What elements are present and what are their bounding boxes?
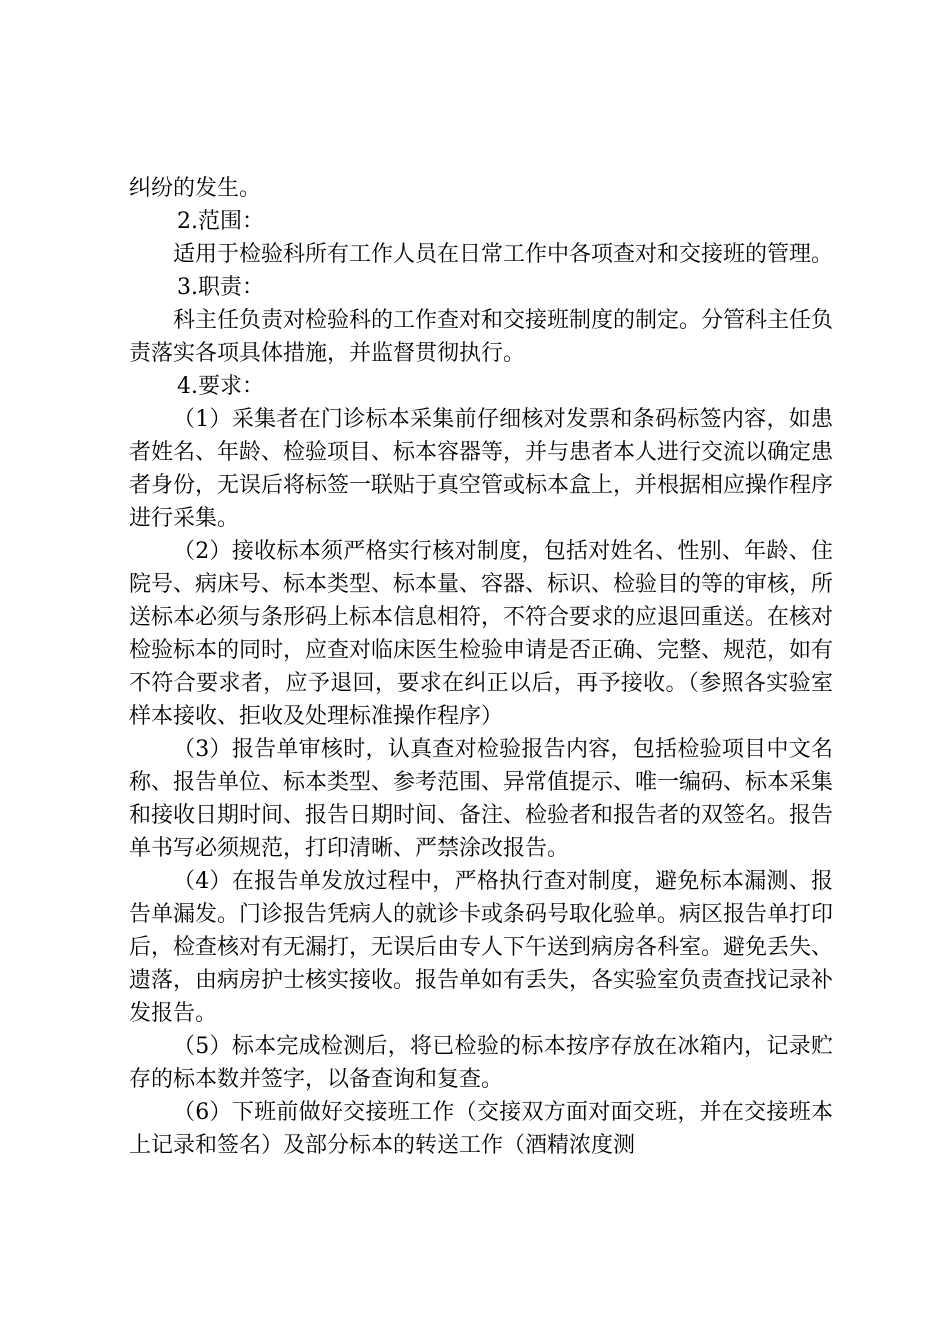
paragraph-requirement-1: （1）采集者在门诊标本采集前仔细核对发票和条码标签内容，如患者姓名、年龄、检验项目、标本容器等，并与患者本人进行交流以确定患者身份，无误后将标签一联贴于真空管或标本盒上，并根据相应操作程序进行采集。	[129, 407, 834, 531]
paragraph-scope: 适用于检验科所有工作人员在日常工作中各项查对和交接班的管理。	[173, 242, 834, 267]
paragraph-requirement-4: （4）在报告单发放过程中，严格执行查对制度，避免标本漏测、报告单漏发。门诊报告凭病人的就诊卡或条码号取化验单。病区报告单打印后，检查核对有无漏打，无误后由专人下午送到病房各科室。避免丢失、遗落，由病房护士核实接收。报告单如有丢失，各实验室负责查找记录补发报告。	[129, 869, 834, 1026]
paragraph-requirement-6: （6）下班前做好交接班工作（交接双方面对面交班，并在交接班本上记录和签名）及部分标本的转送工作（酒精浓度测	[129, 1100, 833, 1158]
paragraph-requirement-3: （3）报告单审核时，认真查对检验报告内容，包括检验项目中文名称、报告单位、标本类型、参考范围、异常值提示、唯一编码、标本采集和接收日期时间、报告日期时间、备注、检验者和报告者的双签名。报告单书写必须规范，打印清晰、严禁涂改报告。	[129, 737, 834, 861]
section-heading-responsibilities: 3.职责：	[177, 275, 264, 300]
section-heading-requirements: 4.要求：	[177, 374, 264, 399]
section-heading-scope: 2.范围：	[177, 209, 264, 234]
document-body	[129, 172, 833, 1162]
paragraph-requirement-5: （5）标本完成检测后，将已检验的标本按序存放在冰箱内，记录贮存的标本数并签字，以备查询和复查。	[129, 1034, 833, 1092]
paragraph-requirement-2: （2）接收标本须严格实行核对制度，包括对姓名、性别、年龄、住院号、病床号、标本类型、标本量、容器、标识、检验目的等的审核，所送标本必须与条形码上标本信息相符，不符合要求的应退回重送。在核对检验标本的同时，应查对临床医生检验申请是否正确、完整、规范，如有不符合要求者，应予退回，要求在纠正以后，再予接收。（参照各实验室样本接收、拒收及处理标准操作程序）	[129, 539, 834, 729]
paragraph-responsibilities: 科主任负责对检验科的工作查对和交接班制度的制定。分管科主任负责落实各项具体措施，并监督贯彻执行。	[129, 308, 834, 366]
paragraph-continuation: 纠纷的发生。	[129, 176, 262, 201]
